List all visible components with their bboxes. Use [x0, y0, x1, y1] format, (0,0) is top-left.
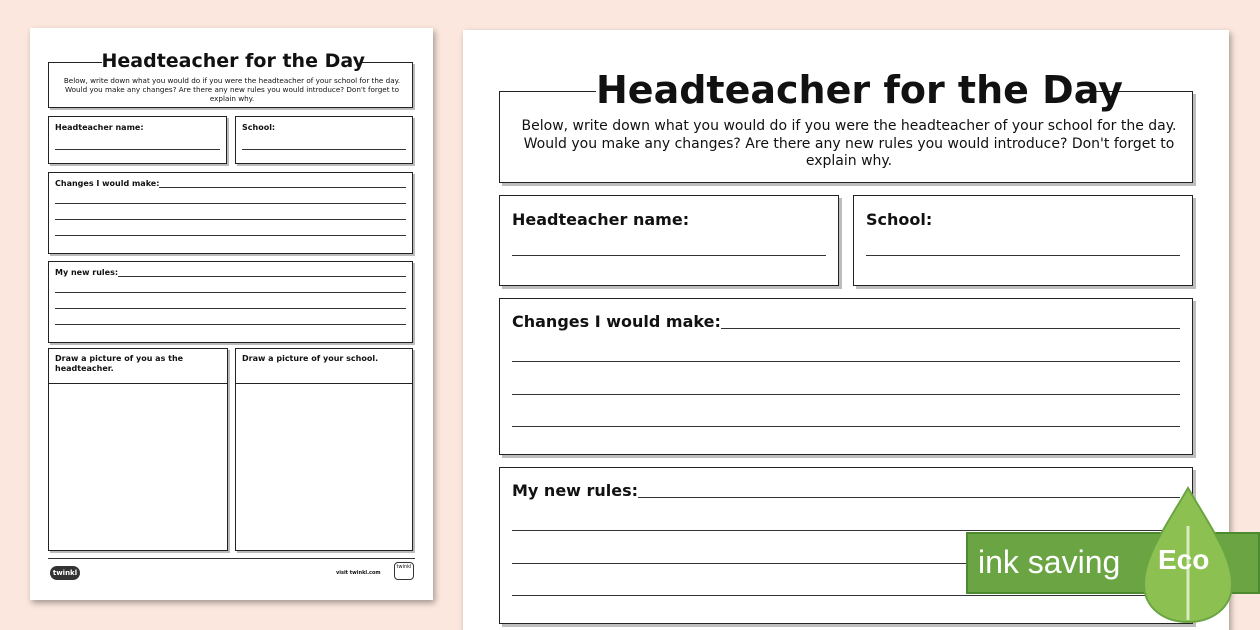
school-box — [235, 116, 413, 164]
write-line — [512, 530, 1180, 531]
draw-school-header-box — [235, 348, 413, 384]
footer-divider — [48, 558, 415, 559]
headteacher-name-box — [499, 195, 839, 286]
write-line — [55, 235, 406, 236]
twinkl-badge: twinkl — [394, 562, 414, 580]
eco-badge: Eco — [1158, 544, 1210, 575]
worksheet-preview-small — [30, 28, 433, 600]
draw-you-header-box — [48, 348, 228, 384]
write-line — [242, 149, 406, 150]
write-line — [55, 324, 406, 325]
write-line — [708, 328, 1180, 329]
school-label: School: — [866, 210, 933, 229]
visit-text: visit twinkl.com — [336, 570, 381, 576]
twinkl-logo: twinkl — [50, 566, 80, 580]
draw-you-label: Draw a picture of you as the headteacher. — [55, 354, 205, 373]
intro-text: Below, write down what you would do if you were the headteacher of your school for the day. Would you make any changes? Are there any new rules you would introduce? Don't forget to explain why. — [521, 118, 1177, 169]
write-line — [866, 255, 1180, 256]
draw-you-area — [48, 383, 228, 551]
rules-box — [48, 261, 413, 343]
write-line — [630, 497, 1180, 498]
write-line — [55, 292, 406, 293]
school-label: School: — [242, 123, 276, 132]
write-line — [55, 149, 220, 150]
write-line — [149, 187, 406, 188]
write-line — [512, 394, 1180, 395]
write-line — [55, 219, 406, 220]
draw-school-area — [235, 383, 413, 551]
write-line — [55, 308, 406, 309]
page-title: Headteacher for the Day — [101, 50, 365, 72]
changes-label: Changes I would make: — [512, 312, 721, 331]
write-line — [512, 595, 1180, 596]
page-title: Headteacher for the Day — [596, 68, 1123, 112]
write-line — [512, 255, 826, 256]
ink-saving-text: ink saving — [978, 544, 1121, 580]
intro-text: Below, write down what you would do if you were the headteacher of your school for the day. Would you make any changes? Are there any new rules you would introduce? Don't forget to explain why. — [63, 76, 401, 103]
headteacher-name-box — [48, 116, 227, 164]
school-box — [853, 195, 1193, 286]
write-line — [512, 361, 1180, 362]
changes-label: Changes I would make: — [55, 179, 160, 188]
write-line — [55, 203, 406, 204]
write-line — [512, 426, 1180, 427]
changes-box — [499, 298, 1193, 455]
write-line — [117, 276, 406, 277]
changes-box — [48, 172, 413, 254]
headteacher-name-label: Headteacher name: — [55, 123, 144, 132]
rules-label: My new rules: — [512, 481, 639, 500]
rules-label: My new rules: — [55, 268, 119, 277]
headteacher-name-label: Headteacher name: — [512, 210, 690, 229]
draw-school-label: Draw a picture of your school. — [242, 354, 379, 363]
